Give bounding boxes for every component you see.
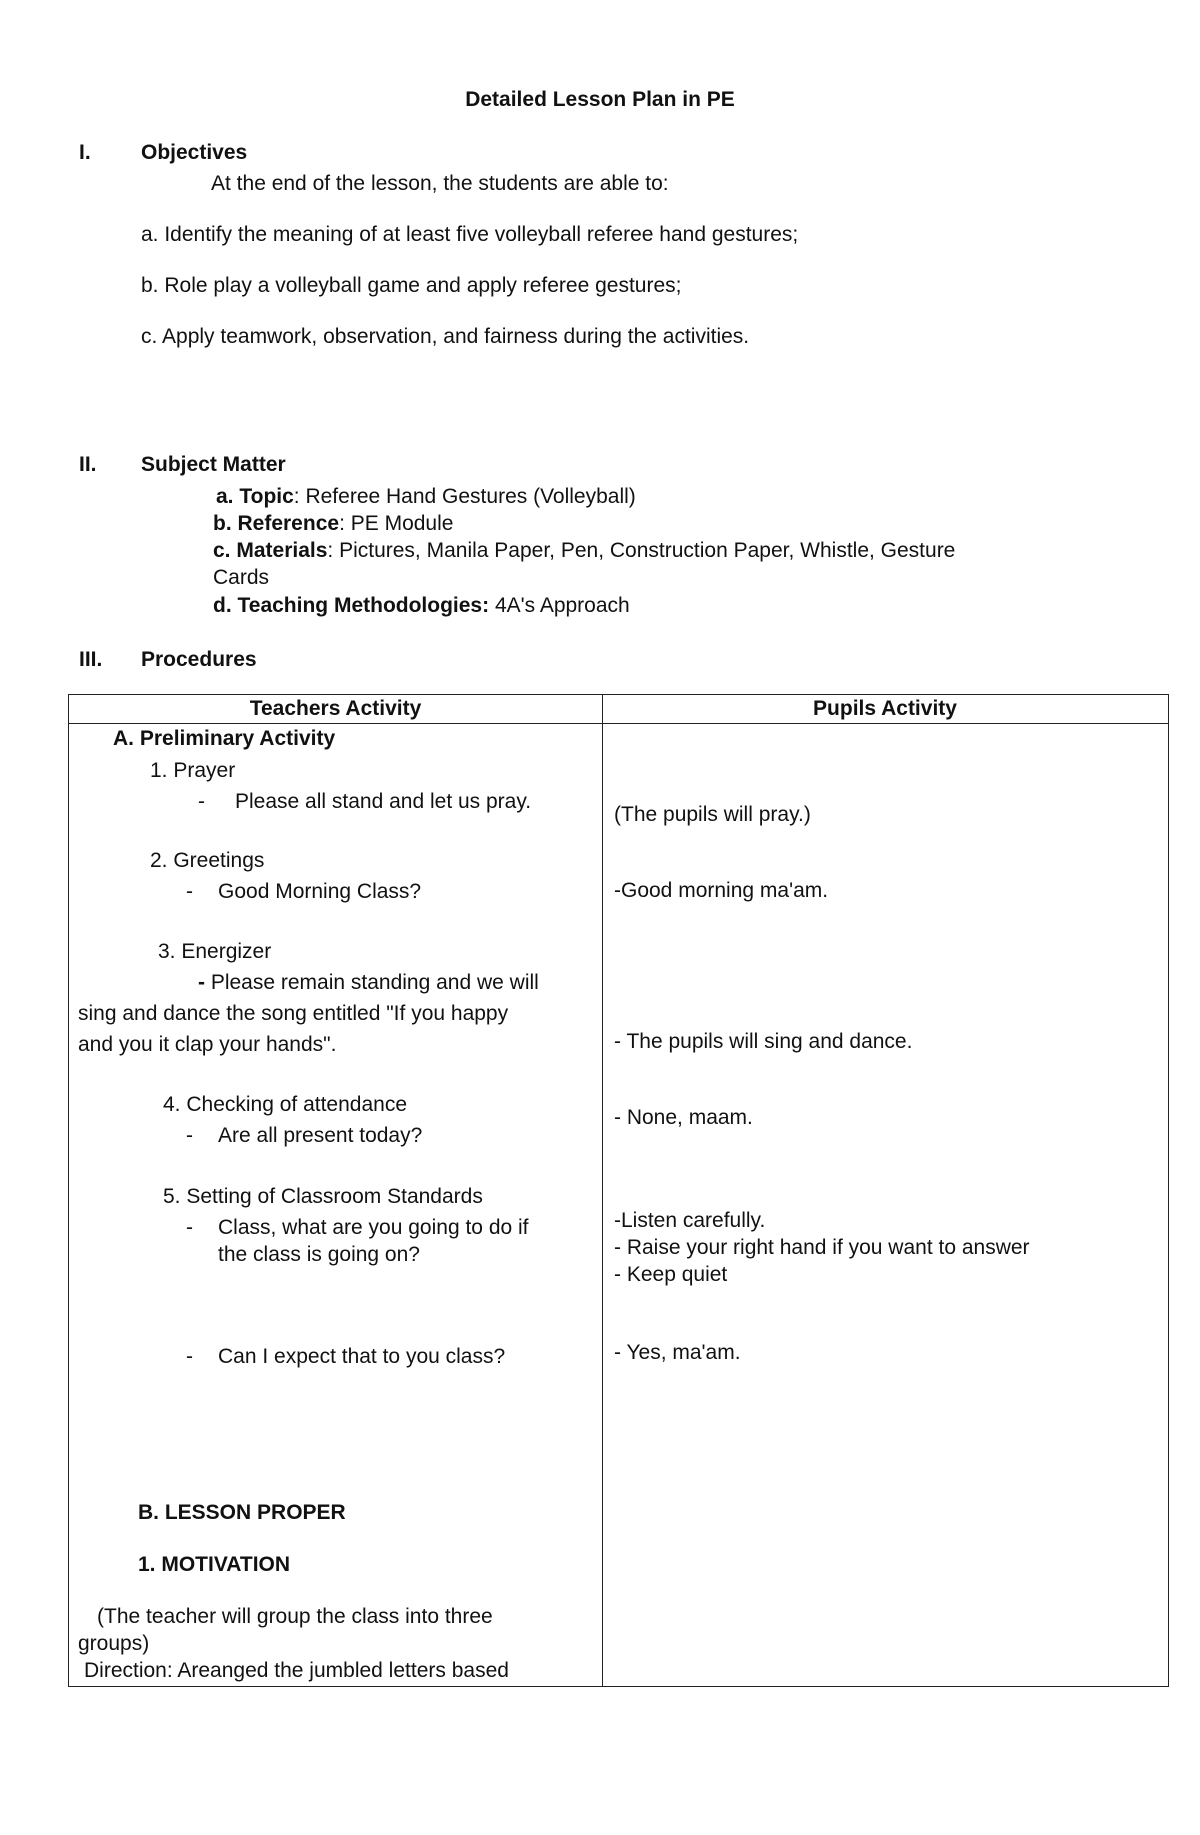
energizer-item: 3. Energizer [158,940,272,963]
subject-matter-heading: Subject Matter [141,453,286,476]
standards-line1: Class, what are you going to do if [218,1216,529,1239]
attendance-text: Are all present today? [218,1124,423,1147]
materials-label: c. Materials [213,539,328,562]
standards-dash: - [186,1216,193,1239]
greetings-item: 2. Greetings [150,849,265,872]
pupil-pray: (The pupils will pray.) [614,803,811,826]
standards-line2: the class is going on? [218,1243,420,1266]
objective-item-c: c. Apply teamwork, observation, and fairness during the activities. [141,325,750,348]
methodologies-value: 4A's Approach [489,594,630,617]
methodologies-line [213,594,630,618]
prayer-text: Please all stand and let us pray. [235,790,532,813]
header-pupils-activity: Pupils Activity [813,697,957,720]
reference-label: b. Reference [213,512,340,535]
motivation-heading: 1. MOTIVATION [138,1553,291,1576]
energizer-line2: sing and dance the song entitled "If you happy [78,1002,509,1025]
reference-value: : PE Module [339,512,454,535]
subject-matter-numeral: II. [79,453,97,476]
materials-line [213,539,955,563]
materials-value: : Pictures, Manila Paper, Pen, Construction Paper, Whistle, Gesture [327,539,956,562]
greetings-dash: - [186,880,193,903]
group-line2: groups) [78,1632,150,1655]
energizer-dash: - [198,971,211,994]
document-title: Detailed Lesson Plan in PE [465,88,735,111]
header-teachers-activity: Teachers Activity [249,697,422,720]
pupil-none: - None, maam. [614,1106,753,1129]
pupil-sing: - The pupils will sing and dance. [614,1030,913,1053]
energizer-line3: and you it clap your hands". [78,1033,337,1056]
greetings-text: Good Morning Class? [218,880,422,903]
objectives-numeral: I. [79,141,91,164]
pupil-listen: -Listen carefully. [614,1209,766,1232]
objective-item-a: a. Identify the meaning of at least five volleyball referee hand gestures; [141,223,799,246]
group-line1: (The teacher will group the class into three [97,1605,493,1628]
procedures-table [68,694,1169,1687]
pupil-yes: - Yes, ma'am. [614,1341,741,1364]
direction-line: Direction: Areanged the jumbled letters based [84,1659,509,1682]
prayer-dash: - [198,790,205,813]
materials-value-cont: Cards [213,566,270,589]
objective-item-b: b. Role play a volleyball game and apply referee gestures; [141,274,682,297]
topic-value: : Referee Hand Gestures (Volleyball) [293,485,636,508]
expect-dash: - [186,1345,193,1368]
reference-line [213,512,453,536]
pupil-greeting: -Good morning ma'am. [614,879,829,902]
pupil-raise: - Raise your right hand if you want to answer [614,1236,1030,1259]
objectives-intro: At the end of the lesson, the students are able to: [211,172,669,195]
procedures-heading: Procedures [141,648,257,671]
energizer-text: Please remain standing and we will [210,971,539,994]
expect-text: Can I expect that to you class? [218,1345,506,1368]
preliminary-activity: A. Preliminary Activity [113,727,336,750]
pupil-quiet: - Keep quiet [614,1263,728,1286]
attendance-dash: - [186,1124,193,1147]
topic-label: a. Topic [216,485,294,508]
table-header-divider [69,723,1168,724]
standards-item: 5. Setting of Classroom Standards [163,1185,483,1208]
lesson-proper-heading: B. LESSON PROPER [138,1501,346,1524]
energizer-line1 [198,971,539,995]
prayer-item: 1. Prayer [150,759,236,782]
topic-line [216,485,636,509]
attendance-item: 4. Checking of attendance [163,1093,408,1116]
methodologies-label: d. Teaching Methodologies: [213,594,490,617]
objectives-heading: Objectives [141,141,248,164]
table-column-divider [602,695,603,1686]
procedures-numeral: III. [79,648,103,671]
